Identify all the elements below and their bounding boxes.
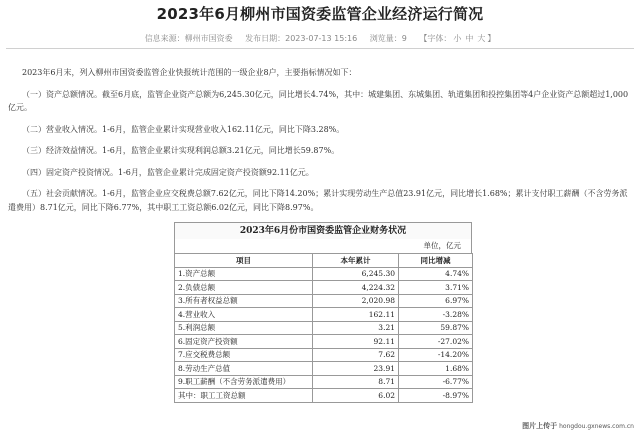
row-value: 8.71 bbox=[313, 375, 399, 389]
table-row bbox=[175, 389, 473, 403]
row-change: 1.68% bbox=[399, 362, 473, 376]
table-row bbox=[175, 308, 473, 322]
paragraph-intro: 2023年6月末，列入柳州市国资委监管企业快报统计范围的一级企业8户，主要指标情况如下： bbox=[22, 68, 357, 77]
table-row bbox=[175, 294, 473, 308]
font-small-link[interactable]: 小 bbox=[453, 34, 462, 43]
row-change: 6.97% bbox=[399, 294, 473, 308]
title-divider bbox=[6, 48, 634, 49]
row-label: 3.所有者权益总额 bbox=[175, 294, 313, 308]
table-row bbox=[175, 267, 473, 281]
row-label: 7.应交税费总额 bbox=[175, 348, 313, 362]
row-label: 5.利润总额 bbox=[175, 321, 313, 335]
row-value: 7.62 bbox=[313, 348, 399, 362]
row-change: 59.87% bbox=[399, 321, 473, 335]
header-yoy: 同比增减 bbox=[399, 254, 473, 268]
table-header-row bbox=[175, 254, 473, 268]
row-change: -6.77% bbox=[399, 375, 473, 389]
finance-data-table bbox=[174, 253, 473, 403]
table-row bbox=[175, 348, 473, 362]
article-body bbox=[8, 66, 632, 214]
paragraph-profit: （三）经济效益情况。1-6月，监管企业累计实现利润总额3.21亿元，同比增长59.87%。 bbox=[22, 146, 340, 155]
table-caption: 2023年6月份市国资委监管企业财务状况 bbox=[174, 222, 472, 239]
table-unit: 单位，亿元 bbox=[174, 239, 472, 253]
font-medium-link[interactable]: 中 bbox=[465, 34, 474, 43]
row-label: 2.负债总额 bbox=[175, 281, 313, 295]
paragraph-assets: （一）资产总额情况。截至6月底，监管企业资产总额为6,245.30亿元，同比增长4.74%，其中：城建集团、东城集团、轨道集团和投控集团等4户企业资产总额超过1,000亿元。 bbox=[8, 89, 629, 112]
row-value: 3.21 bbox=[313, 321, 399, 335]
row-value: 2,020.98 bbox=[313, 294, 399, 308]
meta-source: 信息来源：柳州市国资委 bbox=[144, 34, 233, 43]
row-change: -3.28% bbox=[399, 308, 473, 322]
row-change: 4.74% bbox=[399, 267, 473, 281]
row-change: -8.97% bbox=[399, 389, 473, 403]
article-meta bbox=[0, 33, 640, 44]
table-row bbox=[175, 375, 473, 389]
font-large-link[interactable]: 大 bbox=[477, 34, 486, 43]
paragraph-revenue: （二）营业收入情况。1-6月，监管企业累计实现营业收入162.11亿元，同比下降3.28%。 bbox=[22, 124, 345, 134]
row-label: 8.劳动生产总值 bbox=[175, 362, 313, 376]
table-row bbox=[175, 362, 473, 376]
row-label: 其中：职工工资总额 bbox=[175, 389, 313, 403]
row-change: 3.71% bbox=[399, 281, 473, 295]
row-value: 6,245.30 bbox=[313, 267, 399, 281]
row-change: -27.02% bbox=[399, 335, 473, 349]
header-item: 项目 bbox=[175, 254, 313, 268]
meta-views: 浏览量：9 bbox=[369, 34, 407, 43]
row-value: 6.02 bbox=[313, 389, 399, 403]
page-title: 2023年6月柳州市国资委监管企业经济运行简况 bbox=[156, 5, 484, 23]
row-label: 6.固定资产投资额 bbox=[175, 335, 313, 349]
finance-table bbox=[174, 222, 472, 403]
font-size-switcher: 【字体： 小 中 大 】 bbox=[419, 34, 496, 43]
paragraph-contribution: （五）社会贡献情况。1-6月，监管企业应交税费总额7.62亿元，同比下降14.20%；累计实现劳动生产总值23.91亿元，同比增长1.68%；累计支付职工薪酬（不含劳务派遣费用）8.71亿元，同比下降6.77%，其中职工工资总额6.02亿元，同比下降8.97%。 bbox=[8, 189, 628, 212]
row-value: 162.11 bbox=[313, 308, 399, 322]
watermark-site: hongdou.gxnews.com.cn bbox=[559, 423, 634, 430]
table-row bbox=[175, 281, 473, 295]
table-row bbox=[175, 321, 473, 335]
meta-date: 发布日期：2023-07-13 15:16 bbox=[245, 34, 358, 43]
header-ytd: 本年累计 bbox=[313, 254, 399, 268]
row-label: 9.职工薪酬（不含劳务派遣费用） bbox=[175, 375, 313, 389]
row-value: 23.91 bbox=[313, 362, 399, 376]
row-value: 92.11 bbox=[313, 335, 399, 349]
row-value: 4,224.32 bbox=[313, 281, 399, 295]
paragraph-investment: （四）固定资产投资情况。1-6月，监管企业累计完成固定资产投资额92.11亿元。 bbox=[22, 167, 314, 177]
upload-watermark bbox=[520, 420, 636, 432]
row-label: 4.营业收入 bbox=[175, 308, 313, 322]
table-row bbox=[175, 335, 473, 349]
row-change: -14.20% bbox=[399, 348, 473, 362]
row-label: 1.资产总额 bbox=[175, 267, 313, 281]
watermark-brand: 图片上传于 bbox=[522, 422, 558, 430]
